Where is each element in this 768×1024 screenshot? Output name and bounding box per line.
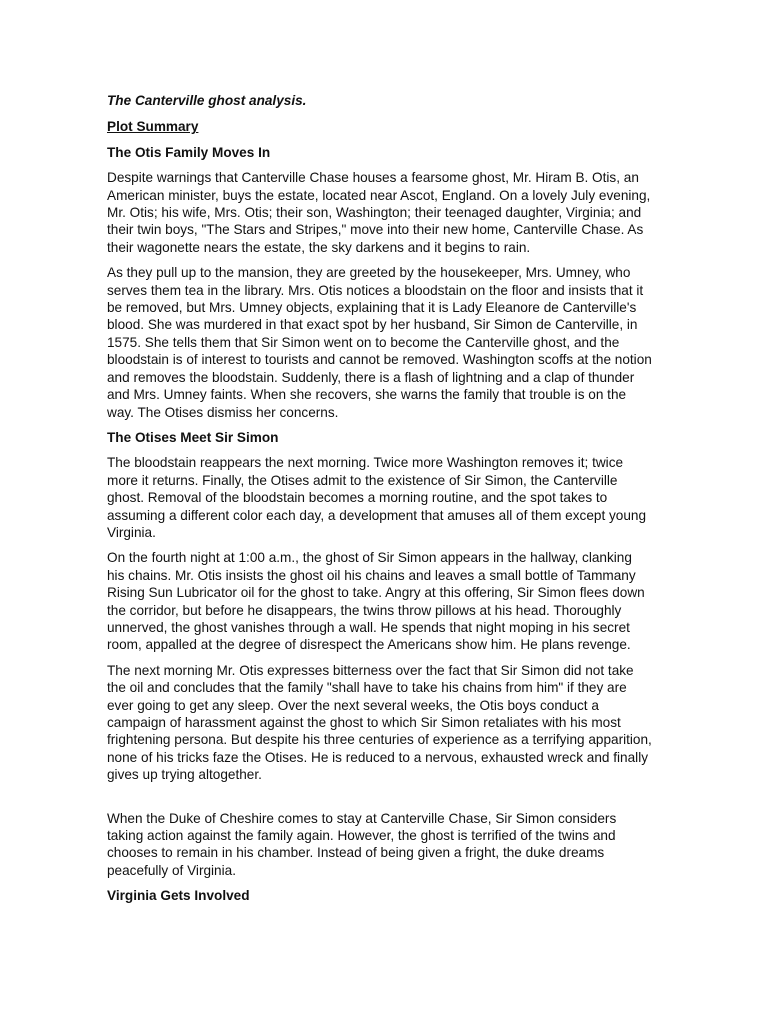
paragraph	[107, 662, 667, 784]
text-line: The next morning Mr. Otis expresses bitterness over the fact that Sir Simon did not take	[107, 662, 634, 678]
section-heading: Virginia Gets Involved	[107, 888, 250, 904]
text-line: When the Duke of Cheshire comes to stay at Canterville Chase, Sir Simon considers	[107, 810, 617, 826]
section-heading: The Otises Meet Sir Simon	[107, 429, 279, 445]
text-line: ever going to get any sleep. Over the next several weeks, the Otis boys conduct a	[107, 697, 599, 713]
plot-summary-heading: Plot Summary	[107, 119, 199, 135]
paragraph	[107, 169, 667, 256]
text-line: serves them tea in the library. Mrs. Otis notices a bloodstain on the floor and insists that it	[107, 282, 644, 298]
text-line: The bloodstain reappears the next morning. Twice more Washington removes it; twice	[107, 455, 624, 471]
text-line: way. The Otises dismiss her concerns.	[107, 404, 339, 420]
text-line: peacefully of Virginia.	[107, 862, 236, 878]
blank-line	[107, 792, 667, 810]
text-line: ghost. Removal of the bloodstain becomes a morning routine, and the spot takes to	[107, 490, 608, 506]
text-line: his chains. Mr. Otis insists the ghost oil his chains and leaves a small bottle of Tammany	[107, 567, 636, 583]
text-line: taking action against the family again. However, the ghost is terrified of the twins and	[107, 828, 616, 844]
text-line: Rising Sun Lubricator oil for the ghost to take. Angry at this offering, Sir Simon flees down	[107, 585, 645, 601]
text-line: the oil and concludes that the family "shall have to take his chains from him" if they are	[107, 680, 627, 696]
paragraph	[107, 264, 667, 421]
text-line: unnerved, the ghost vanishes through a wall. He spends that night moping in his secret	[107, 619, 630, 635]
text-line: room, appalled at the degree of disrespect the Americans show him. He plans revenge.	[107, 637, 631, 653]
text-line: gives up trying altogether.	[107, 767, 262, 783]
text-line: frightening persona. But despite his three centuries of experience as a terrifying apparition,	[107, 732, 652, 748]
paragraph	[107, 549, 667, 653]
text-line: none of his tricks faze the Otises. He is reduced to a nervous, exhausted wreck and finally	[107, 749, 649, 765]
text-line: Despite warnings that Canterville Chase houses a fearsome ghost, Mr. Hiram B. Otis, an	[107, 170, 639, 186]
paragraph	[107, 454, 667, 541]
text-line: On the fourth night at 1:00 a.m., the ghost of Sir Simon appears in the hallway, clanking	[107, 550, 632, 566]
text-line: more it returns. Finally, the Otises admit to the existence of Sir Simon, the Canterville	[107, 472, 618, 488]
text-line: and Mrs. Umney faints. When she recovers, she warns the family that trouble is on the	[107, 387, 627, 403]
text-line: their twin boys, "The Stars and Stripes," move into their new home, Canterville Chase. As	[107, 222, 644, 238]
text-line: blood. She was murdered in that exact spot by her husband, Sir Simon de Canterville, in	[107, 317, 638, 333]
text-line: 1575. She tells them that Sir Simon went on to become the Canterville ghost, and the	[107, 334, 620, 350]
text-line: chooses to remain in his chamber. Instead of being given a fright, the duke dreams	[107, 845, 605, 861]
text-line: their wagonette nears the estate, the sky darkens and it begins to rain.	[107, 239, 531, 255]
text-line: As they pull up to the mansion, they are greeted by the housekeeper, Mrs. Umney, who	[107, 265, 631, 281]
text-line: Virginia.	[107, 524, 156, 540]
document-title: The Canterville ghost analysis.	[107, 93, 307, 108]
text-line: campaign of harassment against the ghost to which Sir Simon retaliates with his most	[107, 715, 621, 730]
paragraph	[107, 810, 667, 880]
text-line: Mr. Otis; his wife, Mrs. Otis; their son, Washington; their teenaged daughter, Virginia; and	[107, 205, 642, 221]
document-page	[107, 92, 667, 913]
text-line: the corridor, but before he disappears, the twins throw pillows at his head. Thoroughly	[107, 602, 622, 618]
text-line: assuming a different color each day, a development that amuses all of them except young	[107, 507, 647, 523]
section-heading: The Otis Family Moves In	[107, 144, 271, 160]
text-line: and removes the bloodstain. Suddenly, there is a flash of lightning and a clap of thunder	[107, 369, 635, 385]
text-line: American minister, buys the estate, located near Ascot, England. On a lovely July evening,	[107, 187, 651, 203]
text-line: bloodstain is of interest to tourists and cannot be removed. Washington scoffs at the notion	[107, 352, 652, 368]
text-line: be removed, but Mrs. Umney objects, explaining that it is Lady Eleanore de Canterville's	[107, 300, 637, 316]
